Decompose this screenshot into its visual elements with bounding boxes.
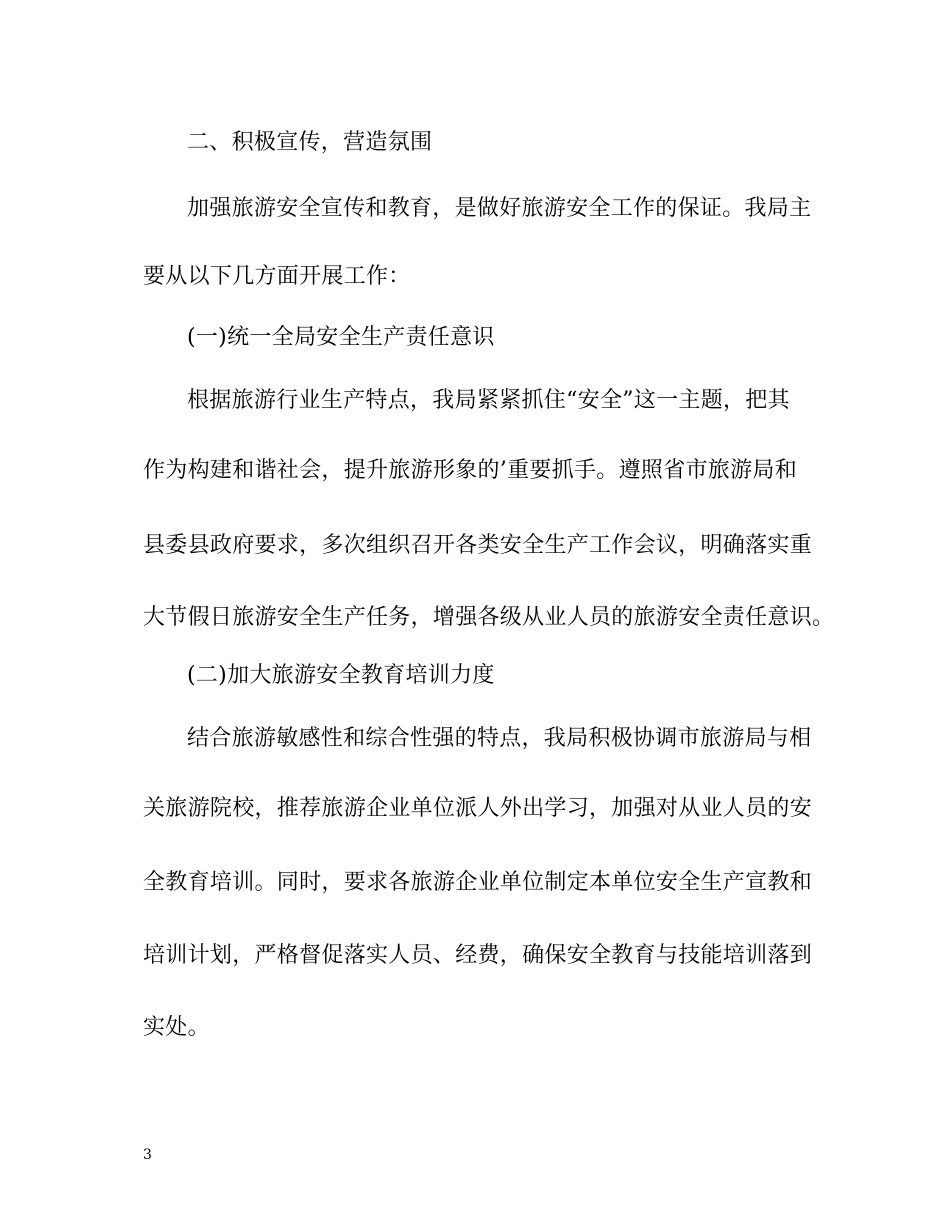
paragraph-line: 加强旅游安全宣传和教育，是做好旅游安全工作的保证。我局主 — [187, 196, 812, 221]
page-number: 3 — [143, 1147, 152, 1163]
paragraph-line: 关旅游院校，推荐旅游企业单位派人外出学习，加强对从业人员的安 — [143, 796, 813, 821]
paragraph-line: 县委县政府要求，多次组织召开各类安全生产工作会议，明确落实重 — [143, 533, 813, 558]
paragraph-line: 大节假日旅游安全生产任务，增强各级从业人员的旅游安全责任意识。 — [143, 605, 835, 630]
paragraph-line: 实处。 — [143, 1015, 210, 1040]
section-heading: 二、积极宣传，营造氛围 — [187, 130, 433, 155]
paragraph-line: 根据旅游行业生产特点，我局紧紧抓住“安全”这一主题，把其 — [187, 388, 790, 413]
paragraph-line: 要从以下几方面开展工作： — [143, 264, 411, 289]
paragraph-line: 结合旅游敏感性和综合性强的特点，我局积极协调市旅游局与相 — [187, 726, 812, 751]
paragraph-line: 培训计划，严格督促落实人员、经费，确保安全教育与技能培训落到 — [143, 943, 813, 968]
paragraph-line: 作为构建和谐社会，提升旅游形象的’重要抓手。遵照省市旅游局和 — [143, 458, 797, 483]
subsection-heading: (一)统一全局安全生产责任意识 — [187, 325, 495, 350]
subsection-heading: (二)加大旅游安全教育培训力度 — [187, 663, 495, 688]
paragraph-line: 全教育培训。同时，要求各旅游企业单位制定本单位安全生产宣教和 — [143, 870, 813, 895]
